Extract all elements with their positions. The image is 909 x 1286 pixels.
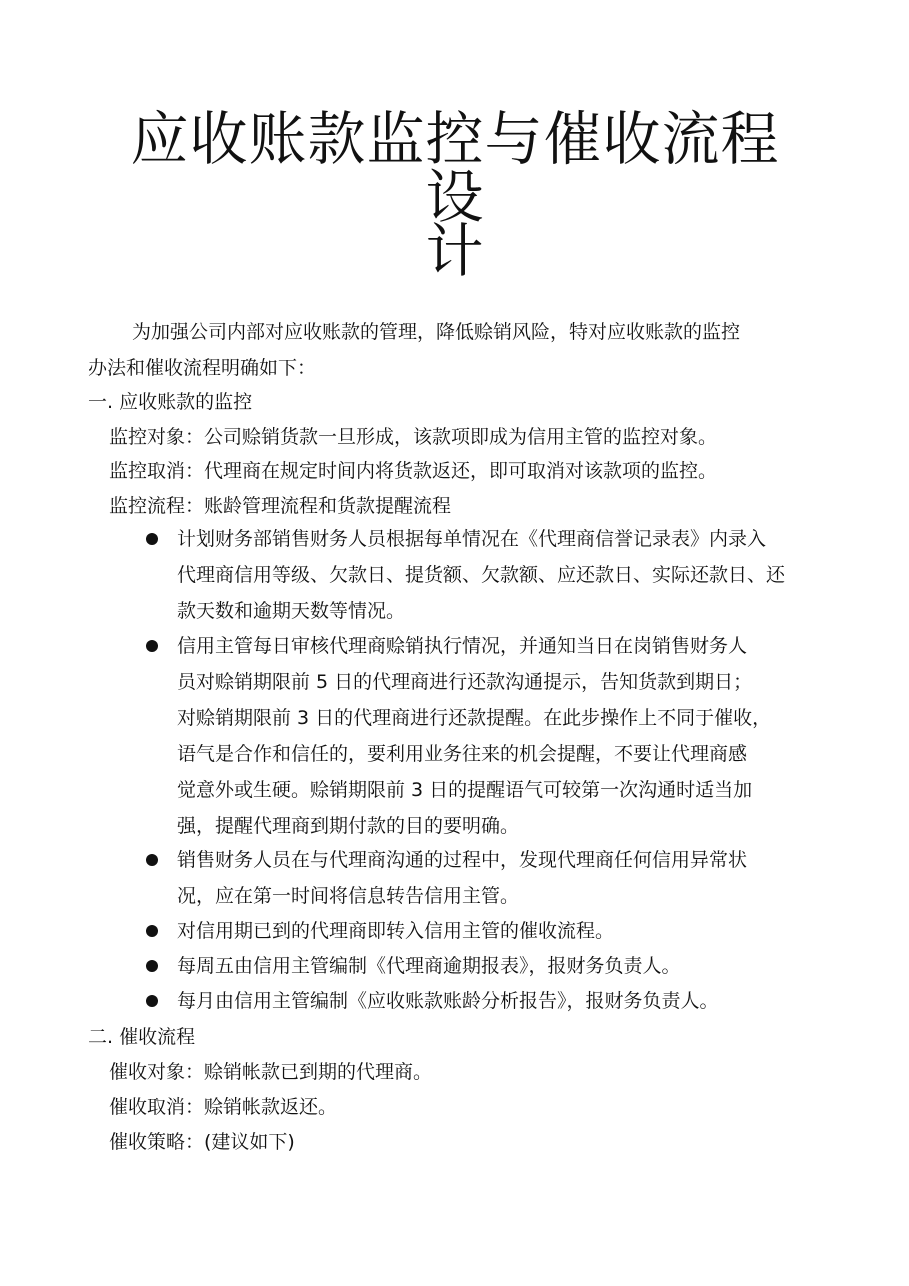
bullet-3-line-1: 销售财务人员在与代理商沟通的过程中，发现代理商任何信用异常状	[177, 849, 748, 871]
bullet-2-line-2: 员对赊销期限前 5 日的代理商进行还款沟通提示，告知货款到期日；	[177, 671, 753, 693]
collection-cancel: 催收取消：赊销帐款返还。	[109, 1096, 338, 1118]
intro-paragraph-line-1: 为加强公司内部对应收账款的管理，降低赊销风险，特对应收账款的监控	[132, 321, 741, 343]
section-1-heading: 一. 应收账款的监控	[88, 391, 253, 413]
bullet-icon	[146, 533, 158, 545]
bullet-6-line-1: 每月由信用主管编制《应收账款账龄分析报告》，报财务负责人。	[177, 990, 719, 1012]
bullet-icon	[146, 960, 158, 972]
bullet-5-line-1: 每周五由信用主管编制《代理商逾期报表》，报财务负责人。	[177, 955, 681, 977]
monitor-object: 监控对象：公司赊销货款一旦形成，该款项即成为信用主管的监控对象。	[109, 426, 718, 448]
bullet-icon	[146, 854, 158, 866]
bullet-1-line-1: 计划财务部销售财务人员根据每单情况在《代理商信誉记录表》内录入	[177, 528, 767, 550]
collection-strategy: 催收策略：(建议如下)	[109, 1131, 295, 1153]
bullet-2-line-1: 信用主管每日审核代理商赊销执行情况，并通知当日在岗销售财务人	[177, 635, 748, 657]
bullet-icon	[146, 995, 158, 1007]
bullet-1-line-3: 款天数和逾期天数等情况。	[177, 600, 406, 622]
collection-object: 催收对象：赊销帐款已到期的代理商。	[109, 1061, 433, 1083]
bullet-4-line-1: 对信用期已到的代理商即转入信用主管的催收流程。	[177, 920, 615, 942]
bullet-1-line-2: 代理商信用等级、欠款日、提货额、欠款额、应还款日、实际还款日、还	[177, 564, 786, 586]
section-2-heading: 二. 催收流程	[88, 1026, 196, 1048]
document-title-line-2: 计	[425, 217, 485, 285]
bullet-3-line-2: 况，应在第一时间将信息转告信用主管。	[177, 885, 520, 907]
bullet-icon	[146, 640, 158, 652]
document-title-line-1: 应收账款监控与催收流程设	[130, 105, 780, 231]
monitor-cancel: 监控取消：代理商在规定时间内将货款返还，即可取消对该款项的监控。	[109, 460, 718, 482]
intro-paragraph-line-2: 办法和催收流程明确如下：	[88, 357, 317, 379]
monitor-process: 监控流程：账龄管理流程和货款提醒流程	[109, 495, 452, 517]
bullet-2-line-3: 对赊销期限前 3 日的代理商进行还款提醒。在此步操作上不同于催收，	[177, 707, 772, 729]
bullet-2-line-6: 强，提醒代理商到期付款的目的要明确。	[177, 815, 520, 837]
bullet-2-line-4: 语气是合作和信任的，要利用业务往来的机会提醒，不要让代理商感	[177, 743, 748, 765]
bullet-2-line-5: 觉意外或生硬。赊销期限前 3 日的提醒语气可较第一次沟通时适当加	[177, 779, 753, 801]
bullet-icon	[146, 925, 158, 937]
